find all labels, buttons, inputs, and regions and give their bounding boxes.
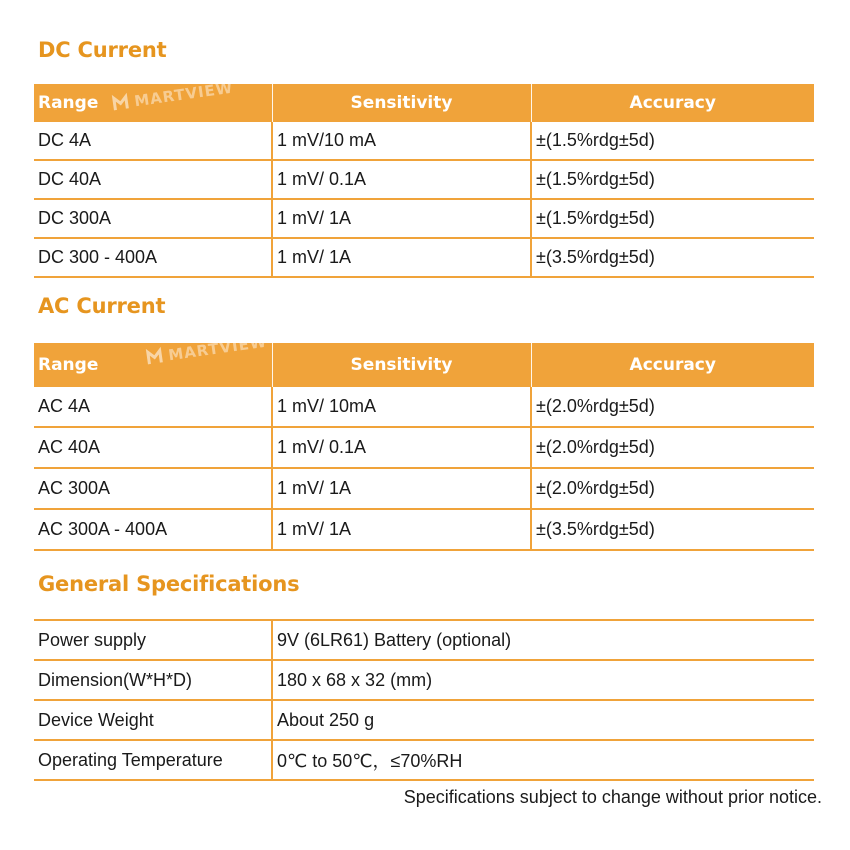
sensitivity-cell: 1 mV/10 mA xyxy=(272,122,531,160)
dc-current-title: DC Current xyxy=(38,38,167,62)
range-header: Range xyxy=(34,343,272,387)
watermark-text: MARTVIEW xyxy=(133,78,235,111)
table-row xyxy=(34,122,814,160)
accuracy-header: Accuracy xyxy=(531,343,814,387)
ac-current-table xyxy=(34,343,814,551)
range-cell: AC 300A xyxy=(34,468,272,509)
table-row xyxy=(34,660,814,700)
general-specifications-table xyxy=(34,619,814,781)
table-row xyxy=(34,700,814,740)
sensitivity-cell: 1 mV/ 1A xyxy=(272,238,531,277)
table-row xyxy=(34,620,814,660)
spec-value: 9V (6LR61) Battery (optional) xyxy=(272,620,814,660)
sensitivity-cell: 1 mV/ 0.1A xyxy=(272,160,531,199)
spec-value: 0℃ to 50℃，≤70%RH xyxy=(272,740,814,780)
accuracy-cell: ±(2.0%rdg±5d) xyxy=(531,468,814,509)
spec-value: About 250 g xyxy=(272,700,814,740)
sensitivity-cell: 1 mV/ 1A xyxy=(272,468,531,509)
spec-label: Dimension(W*H*D) xyxy=(34,660,272,700)
range-cell: DC 4A xyxy=(34,122,272,160)
table-row xyxy=(34,160,814,199)
table-header-row xyxy=(34,84,814,122)
table-header-row xyxy=(34,343,814,387)
ac-current-title: AC Current xyxy=(38,294,166,318)
table-row xyxy=(34,238,814,277)
range-cell: AC 40A xyxy=(34,427,272,468)
range-header: Range xyxy=(34,84,272,122)
table-row xyxy=(34,427,814,468)
sensitivity-header: Sensitivity xyxy=(272,343,531,387)
range-cell: DC 300A xyxy=(34,199,272,238)
accuracy-header: Accuracy xyxy=(531,84,814,122)
sensitivity-header: Sensitivity xyxy=(272,84,531,122)
sensitivity-cell: 1 mV/ 1A xyxy=(272,199,531,238)
spec-label: Device Weight xyxy=(34,700,272,740)
range-cell: AC 300A - 400A xyxy=(34,509,272,550)
table-row xyxy=(34,509,814,550)
disclaimer-notice: Specifications subject to change without prior notice. xyxy=(403,787,822,807)
range-cell: DC 40A xyxy=(34,160,272,199)
watermark-text: MARTVIEW xyxy=(167,332,269,365)
general-specifications-title: General Specifications xyxy=(38,572,300,596)
sensitivity-cell: 1 mV/ 0.1A xyxy=(272,427,531,468)
spec-label: Power supply xyxy=(34,620,272,660)
accuracy-cell: ±(2.0%rdg±5d) xyxy=(531,387,814,427)
range-cell: AC 4A xyxy=(34,387,272,427)
accuracy-cell: ±(3.5%rdg±5d) xyxy=(531,238,814,277)
accuracy-cell: ±(1.5%rdg±5d) xyxy=(531,160,814,199)
accuracy-cell: ±(3.5%rdg±5d) xyxy=(531,509,814,550)
sensitivity-cell: 1 mV/ 10mA xyxy=(272,387,531,427)
spec-value: 180 x 68 x 32 (mm) xyxy=(272,660,814,700)
accuracy-cell: ±(1.5%rdg±5d) xyxy=(531,199,814,238)
table-row xyxy=(34,199,814,238)
table-row xyxy=(34,468,814,509)
spec-label: Operating Temperature xyxy=(34,740,272,780)
dc-current-table xyxy=(34,84,814,278)
sensitivity-cell: 1 mV/ 1A xyxy=(272,509,531,550)
accuracy-cell: ±(1.5%rdg±5d) xyxy=(531,122,814,160)
table-row xyxy=(34,740,814,780)
range-cell: DC 300 - 400A xyxy=(34,238,272,277)
table-row xyxy=(34,387,814,427)
accuracy-cell: ±(2.0%rdg±5d) xyxy=(531,427,814,468)
